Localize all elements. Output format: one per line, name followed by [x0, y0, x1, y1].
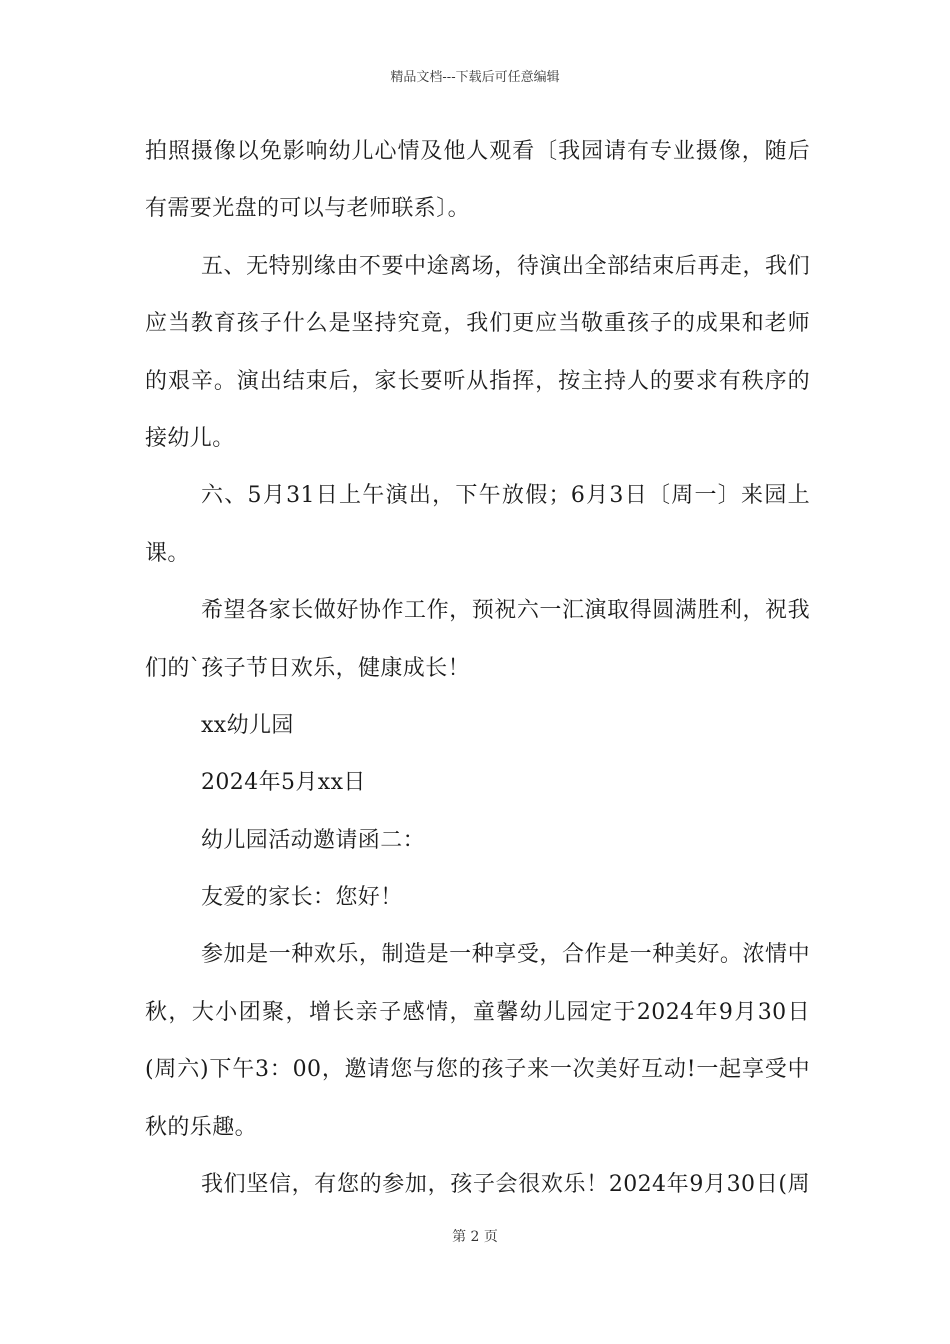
text-line-14: 友爱的家长：您好！: [201, 885, 403, 911]
text-line-11: xx幼儿园: [201, 712, 294, 738]
text-line-9: 希望各家长做好协作工作，预祝六一汇演取得圆满胜利，祝我: [201, 598, 810, 624]
text-line-8: 课。: [145, 540, 190, 566]
text-line-10: 们的`孩子节日欢乐，健康成长！: [145, 655, 471, 681]
text-line-18: 秋的乐趣。: [145, 1114, 258, 1140]
text-line-13: 幼儿园活动邀请函二：: [201, 827, 426, 853]
text-line-12: 2024年5月xx日: [201, 770, 366, 796]
document-body: [145, 133, 810, 1223]
text-line-15: 参加是一种欢乐，制造是一种享受，合作是一种美好。浓情中: [201, 942, 810, 968]
text-line-3: 五、无特别缘由不要中途离场，待演出全部结束后再走，我们: [201, 253, 810, 279]
text-line-17: (周六)下午3：00，邀请您与您的孩子来一次美好互动!一起享受中: [145, 1057, 810, 1083]
page-number: 第 2 页: [452, 1229, 498, 1245]
text-line-5: 的艰辛。演出结束后，家长要听从指挥，按主持人的要求有秩序的: [145, 368, 810, 394]
text-line-2: 有需要光盘的可以与老师联系〕。: [145, 196, 471, 222]
text-line-16: 秋，大小团聚，增长亲子感情，童馨幼儿园定于2024年9月30日: [145, 999, 810, 1025]
page-header: 精品文档---下载后可任意编辑: [390, 70, 560, 85]
text-line-19: 我们坚信，有您的参加，孩子会很欢乐！2024年9月30日(周: [201, 1172, 810, 1198]
text-line-6: 接幼儿。: [145, 425, 235, 451]
text-line-1: 拍照摄像以免影响幼儿心情及他人观看〔我园请有专业摄像，随后: [145, 139, 810, 164]
text-line-4: 应当教育孩子什么是坚持究竟，我们更应当敬重孩子的成果和老师: [145, 311, 810, 337]
text-line-7: 六、5月31日上午演出，下午放假；6月3日〔周一〕来园上: [201, 483, 810, 509]
